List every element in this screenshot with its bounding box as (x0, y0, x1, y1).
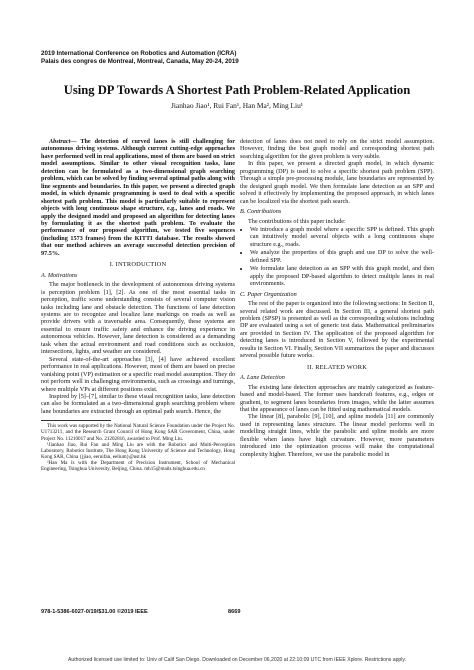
paragraph: Several state-of-the-art approaches [3], [4] have achieved excellent performance in real applications. However, most of them are based on precise vanishing point (VP) estimation or a specific road model assumption. They do not perform well in challenging environments, such as crossings and turnings, where multiple VPs at different positions exist. (41, 355, 235, 393)
paper-authors: Jianhao Jiao¹, Rui Fan¹, Han Ma², Ming Liu¹ (170, 101, 304, 110)
subsection-heading-lane-detection: A. Lane Detection (240, 374, 285, 382)
subsection-heading-contributions: B. Contributions (240, 208, 282, 216)
abstract-label: Abstract— (49, 138, 77, 145)
right-column (240, 138, 434, 458)
paragraph: The linear [8], parabolic [9], [10], and spline models [11] are commonly used in representing lanes structure. The linear model performs well in modelling straight lines, while the parabolic and spline models are more flexible when lanes have high curvature. However, more parameters introduced into the optimization process will make the computational complexity higher. Therefore, we use the parabolic model in (240, 413, 434, 458)
abstract (41, 138, 235, 257)
paragraph: The existing lane detection approaches are mainly categorized as feature-based and model-based. The former uses handcraft features, e.g., edges or gradient, to segment lanes boundaries from images, while the latter assumes that the appearance of lanes can be fitted using mathematical models. (240, 383, 434, 413)
paragraph: In this paper, we present a directed graph model, in which dynamic programming (DP) is used to solve a specific shortest path problem (SPP). Through a simple pre-processing module, lane boundaries are represented by the designed graph model. We then formulate lane detection as an SPP and solved it effectively by implementing the proposed approach, in which lanes can be localized via the shortest path search. (240, 160, 434, 205)
paragraph: The major bottleneck in the development of autonomous driving systems is perception problem [1], [2]. As one of the most essential tasks in perception, traffic scene understanding consists of several computer vision tasks including lane and obstacle detection. The functions of lane detection systems are to recognize and localize lane markings on roads as well as provide drivers with a traversable area. Consequently, these systems are essential to ensure traffic safety and enhance the driving experience in autonomous vehicles. However, lane detection is considered as a demanding task when the actual environment and road conditions such as occlusion, intersections, lights, and weather are considered. (41, 281, 235, 356)
paragraph: Inspired by [5]–[7], similar to these visual recognition tasks, lane detection can also be formulated as a two-dimensional graph searching problem where lane boundaries are extracted through an optimal path search. Hence, the (41, 392, 235, 415)
footnote-affiliation-1: ¹Jianhao Jiao, Rui Fan and Ming Liu are with the Robotics and Multi-Perception Laboratory, Robotics Institute, The Hong Kong University of Science and Technology, Hong Kong SAR, China {jjiao, eeruifan, eelium}@ust.hk (41, 441, 235, 460)
conference-line-2: Palais des congres de Montreal, Montreal, Canada, May 20-24, 2019 (41, 58, 239, 65)
footer-isbn: 978-1-5386-6027-0/19/$31.00 ©2019 IEEE (41, 609, 148, 615)
conference-line-1: 2019 International Conference on Robotics and Automation (ICRA) (41, 50, 237, 57)
list-item: • We introduce a graph model where a specific SPP is defined. This graph can intuitively model several objects with a long continuous shape structure e.g., roads. (250, 226, 434, 248)
contribution-list (240, 226, 434, 288)
abstract-text: The detection of curved lanes is still challenging for autonomous driving systems. Although current cutting-edge approaches have performed well in real applications, most of them are based on strict model assumptions. Similar to other visual recognition tasks, lane detection can be formulated as a two-dimensional graph searching problem, which can be solved by finding several optimal paths along with line segments and boundaries. In this paper, we present a directed graph model, in which dynamic programming is used to deal with a specific shortest path problem. This model is particularly suitable to represent objects with long continuous shape structure, e.g., lanes and roads. We apply the designed model and proposed an algorithm for detecting lanes by formulating it as the shortest path problem. To evaluate the performance of our proposed algorithm, we tested five sequences (including 1573 frames) from the KITTI database. The results showed that our method achieves an average successful detection precision of 97.5%. (41, 138, 235, 257)
conference-header (41, 50, 401, 66)
section-heading-introduction: I. INTRODUCTION (109, 261, 167, 269)
section-heading-related-work: II. RELATED WORK (306, 363, 368, 371)
subsection-heading-motivations: A. Motivations (41, 271, 78, 279)
page-number: 8669 (228, 609, 241, 615)
footnote-rule (41, 420, 111, 421)
list-item: • We formulate lane detection as an SPP with this graph model, and then apply the proposed DP-based algorithm to detect multiple lanes in real environments. (250, 265, 434, 287)
footnote-affiliation-2: ²Han Ma is with the Department of Precision Instrument, School of Mechanical Engineering, Tsinghua University, Beijing, China. mh15@mails.tsinghua.edu.cn (41, 459, 235, 472)
paper-title: Using DP Towards A Shortest Path Problem-Related Application (63, 83, 411, 97)
left-column (41, 138, 235, 472)
license-notice: Authorized licensed use limited to: Univ of Calif San Diego. Downloaded on December 06,2020 at 22:10:09 UTC from IEEE Xplore. Restrictions apply. (68, 657, 406, 663)
paragraph: The rest of the paper is organized into the following sections: In Section II, several related work are discussed. In Section III, a general shortest path problem (SPSP) is presented as well as the corresponding solutions including DP are evaluated using a set of generic test data. Mathematical preliminaries are provided in Section IV. The application of the proposed algorithm for detecting lanes is introduced in Section V, followed by the experimental results in Section VI. Finally, Section VII summarizes the paper and discusses several possible future works. (240, 300, 434, 360)
footnote-funding: This work was supported by the National Natural Science Foundation under the Project No. U1713211, and the Research Grant Council of Hong Kong SAR Government, China, under Project No. 11210017 and No. 21202816, awarded to Prof. Ming Liu. (41, 423, 235, 442)
paragraph: The contributions of this paper include: (248, 217, 346, 225)
subsection-heading-organization: C. Paper Organization (240, 290, 297, 298)
list-item: • We analyze the properties of this graph and use DP to solve the well-defined SPP. (250, 249, 434, 264)
paragraph: detection of lanes does not need to rely on the strict model assumption. However, finding the best graph model and corresponding shortest path searching algorithm for the given problem is very subtle. (240, 138, 434, 160)
